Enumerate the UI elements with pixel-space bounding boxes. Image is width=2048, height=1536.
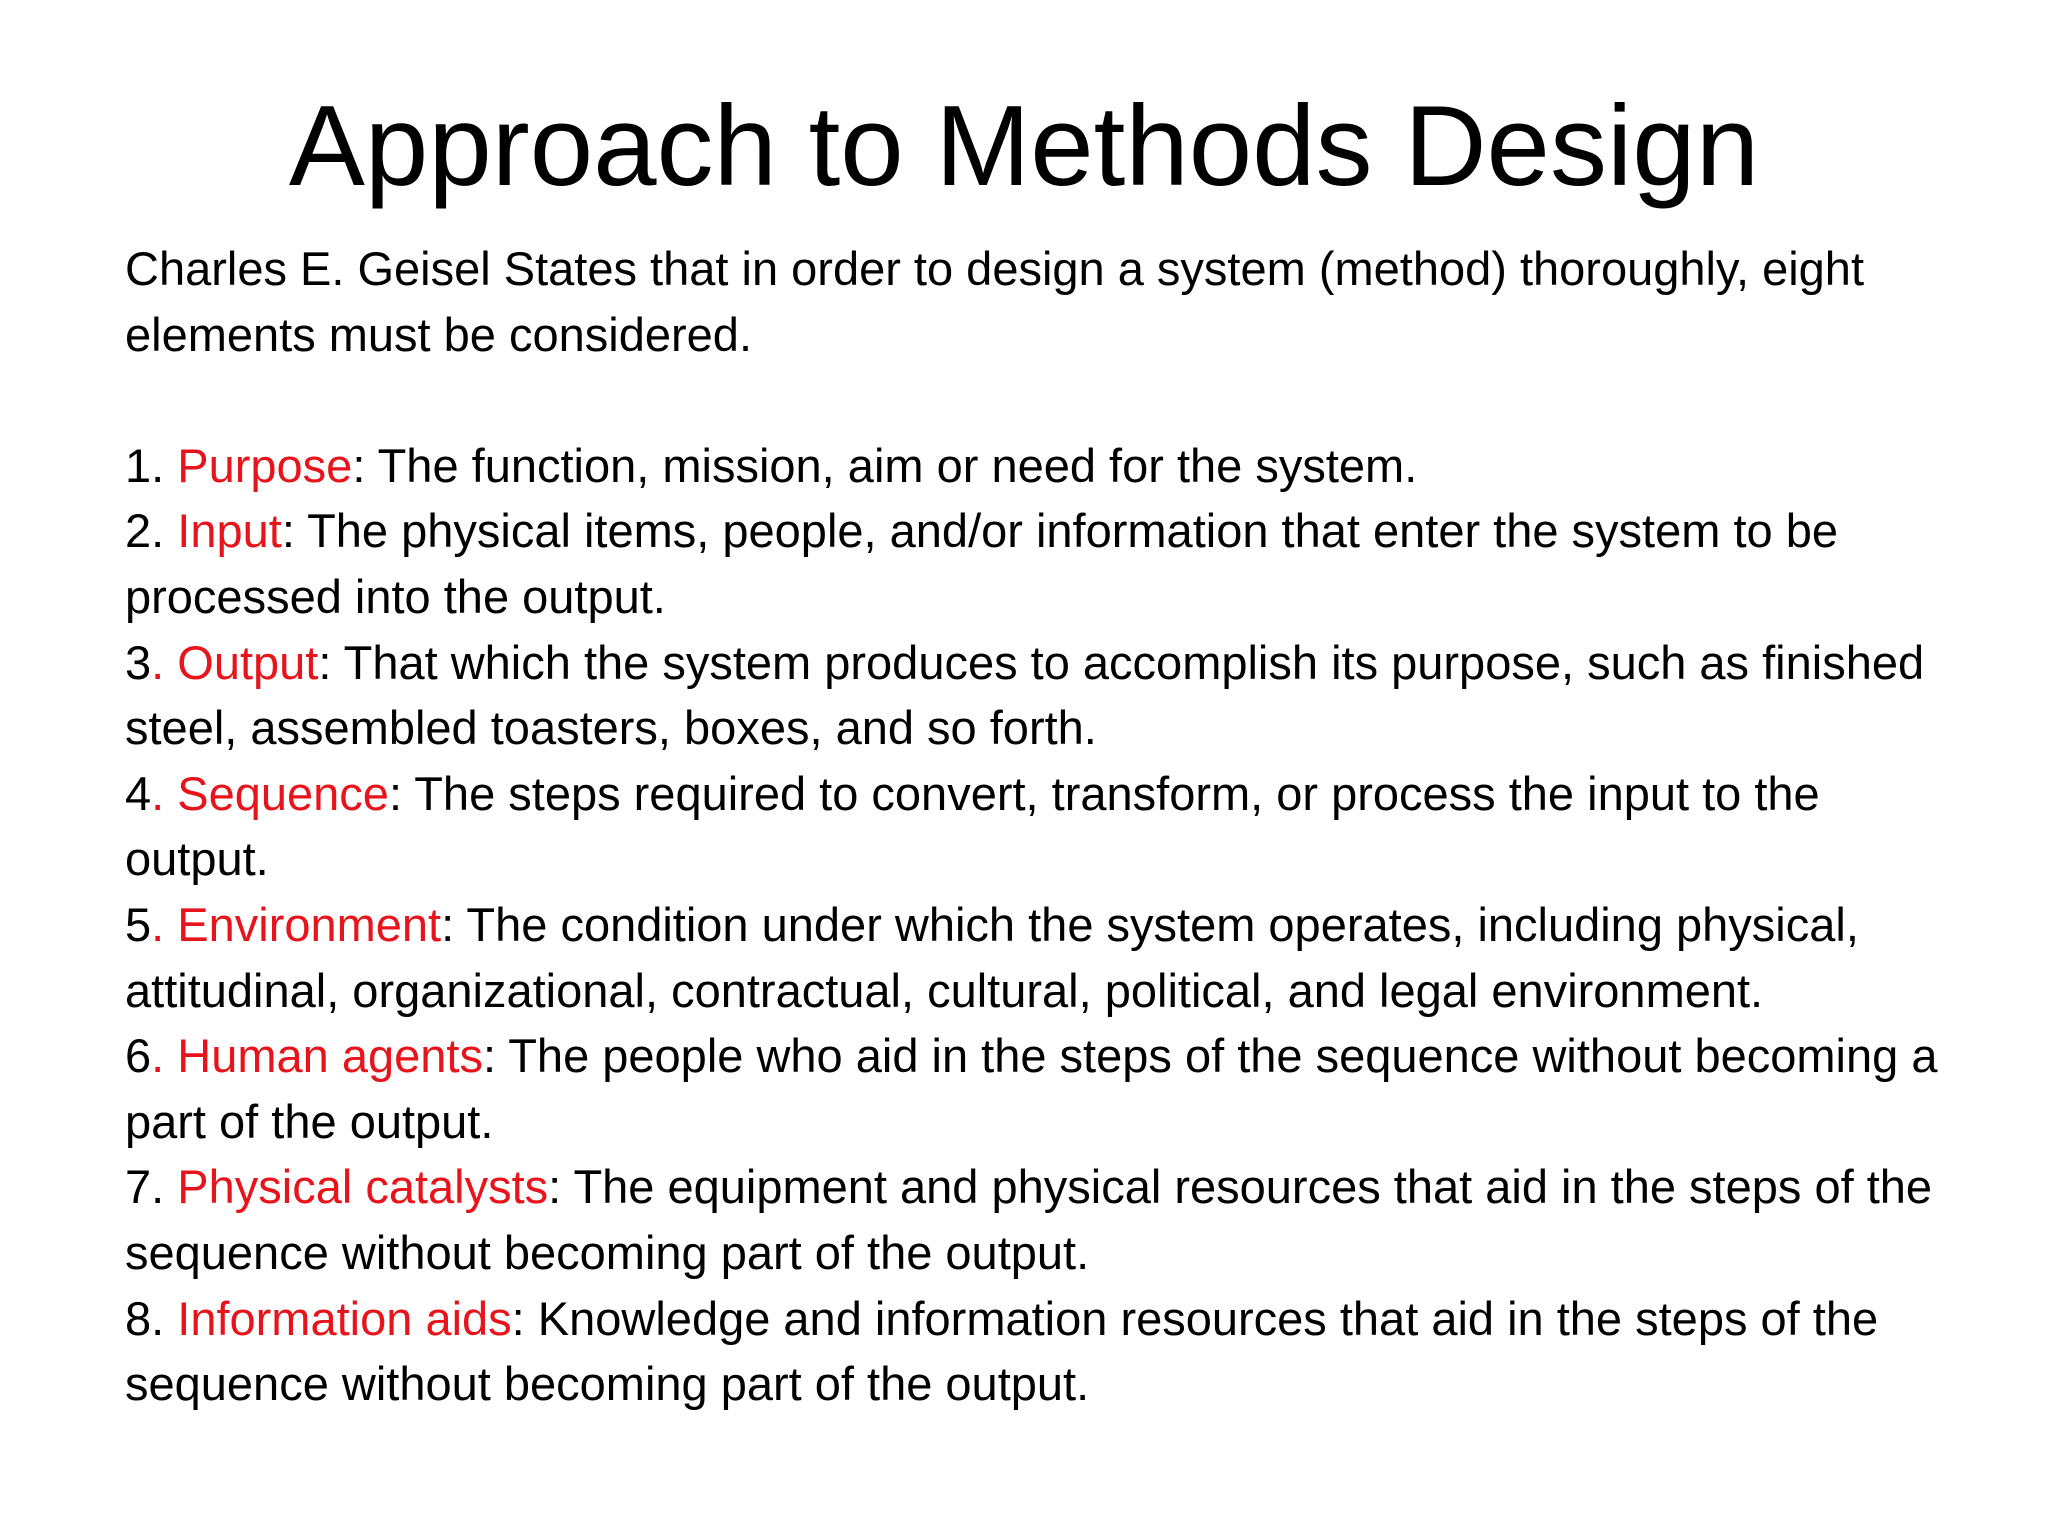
item-description: : The equipment and physical resources that aid in the steps of the sequence without becoming part of the output. [125, 1160, 1933, 1279]
item-term-prefix [164, 1160, 177, 1213]
list-item-environment [125, 892, 1965, 1023]
item-description: : The people who aid in the steps of the sequence without becoming a part of the output. [125, 1029, 1938, 1148]
item-term-prefix [164, 439, 177, 492]
item-number: 3 [125, 635, 152, 689]
list-item-information-aids [125, 1286, 1965, 1417]
item-term: Physical catalysts [177, 1160, 549, 1214]
item-term-prefix: . [151, 1029, 178, 1083]
item-term: Purpose [177, 438, 353, 492]
item-term-prefix [164, 1292, 177, 1345]
list-item-purpose [125, 433, 1965, 499]
item-term: Information aids [177, 1291, 512, 1345]
item-number: 6 [125, 1029, 152, 1083]
item-number: 5 [125, 897, 152, 951]
item-description: : Knowledge and information resources that aid in the steps of the sequence without becoming part of the output. [125, 1291, 1879, 1411]
item-number: 2. [125, 504, 165, 558]
item-description: : The steps required to convert, transform, or process the input to the output. [125, 766, 1820, 886]
item-number: 7. [125, 1160, 165, 1214]
list-item-sequence [125, 761, 1965, 892]
paragraph-spacer [125, 367, 1965, 433]
list-item-physical-catalysts [125, 1154, 1965, 1285]
item-term: Sequence [177, 766, 389, 820]
item-description: : That which the system produces to accomplish its purpose, such as finished steel, assembled toasters, boxes, and so forth. [125, 635, 1925, 755]
item-term-prefix [164, 504, 177, 557]
item-number: 4 [125, 766, 152, 820]
item-number: 8. [125, 1291, 165, 1345]
item-term-prefix: . [151, 635, 178, 689]
item-term-prefix: . [151, 897, 178, 951]
item-description: : The function, mission, aim or need for the system. [352, 438, 1418, 492]
list-item-human-agents [125, 1023, 1965, 1154]
item-term: Environment [177, 897, 442, 951]
item-term: Human agents [177, 1029, 483, 1083]
item-term: Input [177, 504, 282, 558]
slide-body [125, 236, 1965, 1417]
intro-paragraph: Charles E. Geisel States that in order to design a system (method) thoroughly, eight elements must be considered. [125, 242, 1864, 361]
list-item-input [125, 498, 1965, 629]
item-term: Output [177, 635, 319, 689]
elements-list [125, 433, 1965, 1417]
list-item-output [125, 630, 1965, 761]
slide-title: Approach to Methods Design [288, 83, 1760, 210]
item-number: 1. [125, 438, 165, 492]
item-description: : The condition under which the system operates, including physical, attitudinal, organizational, contractual, cultural, political, and legal environment. [125, 897, 1859, 1017]
item-description: : The physical items, people, and/or information that enter the system to be processed into the output. [125, 504, 1838, 623]
item-term-prefix: . [151, 766, 178, 820]
